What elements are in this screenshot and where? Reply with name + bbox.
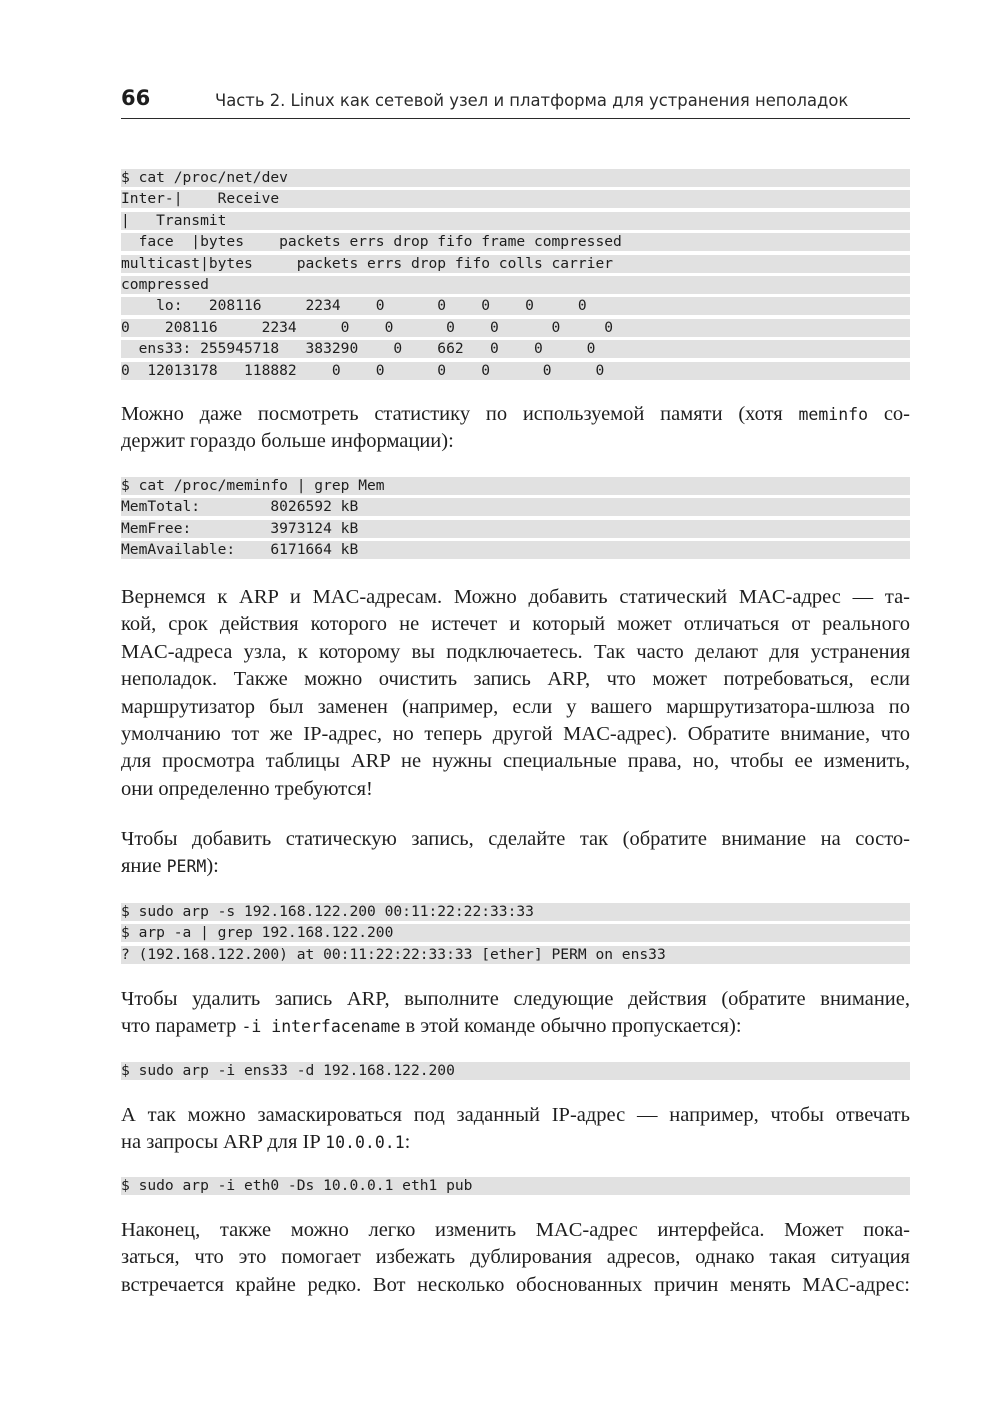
- code-line: 0 12013178 118882 0 0 0 0 0 0: [121, 362, 910, 380]
- paragraph-meminfo: [121, 401, 910, 456]
- running-title: Часть 2. Linux как сетевой узел и платформа для устранения неполадок: [215, 91, 849, 110]
- text-run: :: [404, 1131, 411, 1154]
- inline-code: PERM: [166, 857, 207, 877]
- text-line: маршрутизатор был заменен (например, если у вашего маршрутизатора-шлюза по: [121, 695, 910, 718]
- text-line: MAC-адреса узла, к которому вы подключаетесь. Так часто делают для устранения: [121, 640, 910, 663]
- text-line: они определенно требуются!: [121, 777, 373, 800]
- code-block-proxy-arp: [121, 1177, 910, 1198]
- code-line: ? (192.168.122.200) at 00:11:22:22:33:33 [ether] PERM on ens33: [121, 946, 910, 964]
- text-line: умолчанию тот же IP-адрес, но теперь другой MAC-адрес). Обратите внимание, что: [121, 723, 910, 746]
- page-number: 66: [121, 86, 151, 110]
- text-line: встречается крайне редко. Вот несколько обоснованных причин менять MAC-адрес:: [121, 1273, 910, 1296]
- inline-code: meminfo: [798, 405, 869, 424]
- inline-code: -i interfacename: [241, 1017, 401, 1037]
- text-line: [121, 1013, 910, 1040]
- code-line: $ sudo arp -i ens33 -d 192.168.122.200: [121, 1062, 910, 1080]
- code-line: MemTotal: 8026592 kB: [121, 498, 910, 516]
- code-line: lo: 208116 2234 0 0 0 0 0: [121, 297, 910, 315]
- text-line: [121, 401, 910, 428]
- code-line: $ sudo arp -s 192.168.122.200 00:11:22:22:33:33: [121, 903, 910, 921]
- text-run: что параметр: [121, 1015, 242, 1038]
- text-line: Наконец, также можно легко изменить MAC-адрес интерфейса. Может пока-: [121, 1219, 910, 1241]
- text-run: ):: [206, 855, 219, 878]
- text-run: Можно даже посмотреть статистику по используемой памяти (хотя: [121, 403, 799, 425]
- text-line: Чтобы добавить статическую запись, сделайте так (обратите внимание на состо-: [121, 828, 910, 850]
- code-block-static-arp: [121, 903, 910, 967]
- text-line: Вернемся к ARP и MAC-адресам. Можно добавить статический MAC-адрес — та-: [121, 586, 910, 608]
- code-line: Inter-| Receive: [121, 190, 910, 208]
- paragraph-arp-intro: [121, 584, 910, 803]
- paragraph-masquerade: [121, 1102, 910, 1157]
- text-run: в этой команде обычно пропускается):: [400, 1015, 742, 1038]
- code-line: $ cat /proc/net/dev: [121, 169, 910, 187]
- code-line: $ arp -a | grep 192.168.122.200: [121, 924, 910, 942]
- code-line: multicast|bytes packets errs drop fifo colls carrier: [121, 255, 910, 273]
- text-line: А так можно замаскироваться под заданный IP-адрес — например, чтобы отвечать: [121, 1104, 910, 1126]
- text-line: для просмотра таблицы ARP не нужны специальные права, но, чтобы ее изменить,: [121, 750, 910, 773]
- text-line: кой, срок действия которого не истечет и который может отличаться от реального: [121, 613, 910, 636]
- code-block-delete-arp: [121, 1062, 910, 1083]
- text-run: яние: [121, 855, 167, 878]
- code-line: compressed: [121, 276, 910, 294]
- code-line: face |bytes packets errs drop fifo frame compressed: [121, 233, 910, 251]
- code-block-netdev: [121, 169, 910, 383]
- text-run: на запросы ARP для IP: [121, 1131, 326, 1154]
- page-header: [121, 86, 910, 119]
- paragraph-static-entry: [121, 826, 910, 881]
- code-line: | Transmit: [121, 212, 910, 230]
- code-line: $ cat /proc/meminfo | grep Mem: [121, 477, 910, 495]
- paragraph-mac-change: [121, 1217, 910, 1299]
- code-line: ens33: 255945718 383290 0 662 0 0 0: [121, 340, 910, 358]
- text-line: заться, что это помогает избежать дублирования адресов, однако такая ситуация: [121, 1246, 910, 1269]
- code-line: MemFree: 3973124 kB: [121, 520, 910, 538]
- text-line: неполадок. Также можно очистить запись ARP, что может потребоваться, если: [121, 668, 910, 691]
- code-block-meminfo: [121, 477, 910, 563]
- inline-code: 10.0.0.1: [325, 1133, 405, 1153]
- text-run: со-: [868, 403, 910, 425]
- code-line: $ sudo arp -i eth0 -Ds 10.0.0.1 eth1 pub: [121, 1177, 910, 1195]
- code-line: 0 208116 2234 0 0 0 0 0 0: [121, 319, 910, 337]
- text-line: Чтобы удалить запись ARP, выполните следующие действия (обратите внимание,: [121, 988, 910, 1010]
- text-line: [121, 853, 910, 880]
- paragraph-delete-entry: [121, 986, 910, 1041]
- text-line: [121, 1129, 910, 1156]
- text-line: держит гораздо больше информации):: [121, 430, 454, 453]
- code-line: MemAvailable: 6171664 kB: [121, 541, 910, 559]
